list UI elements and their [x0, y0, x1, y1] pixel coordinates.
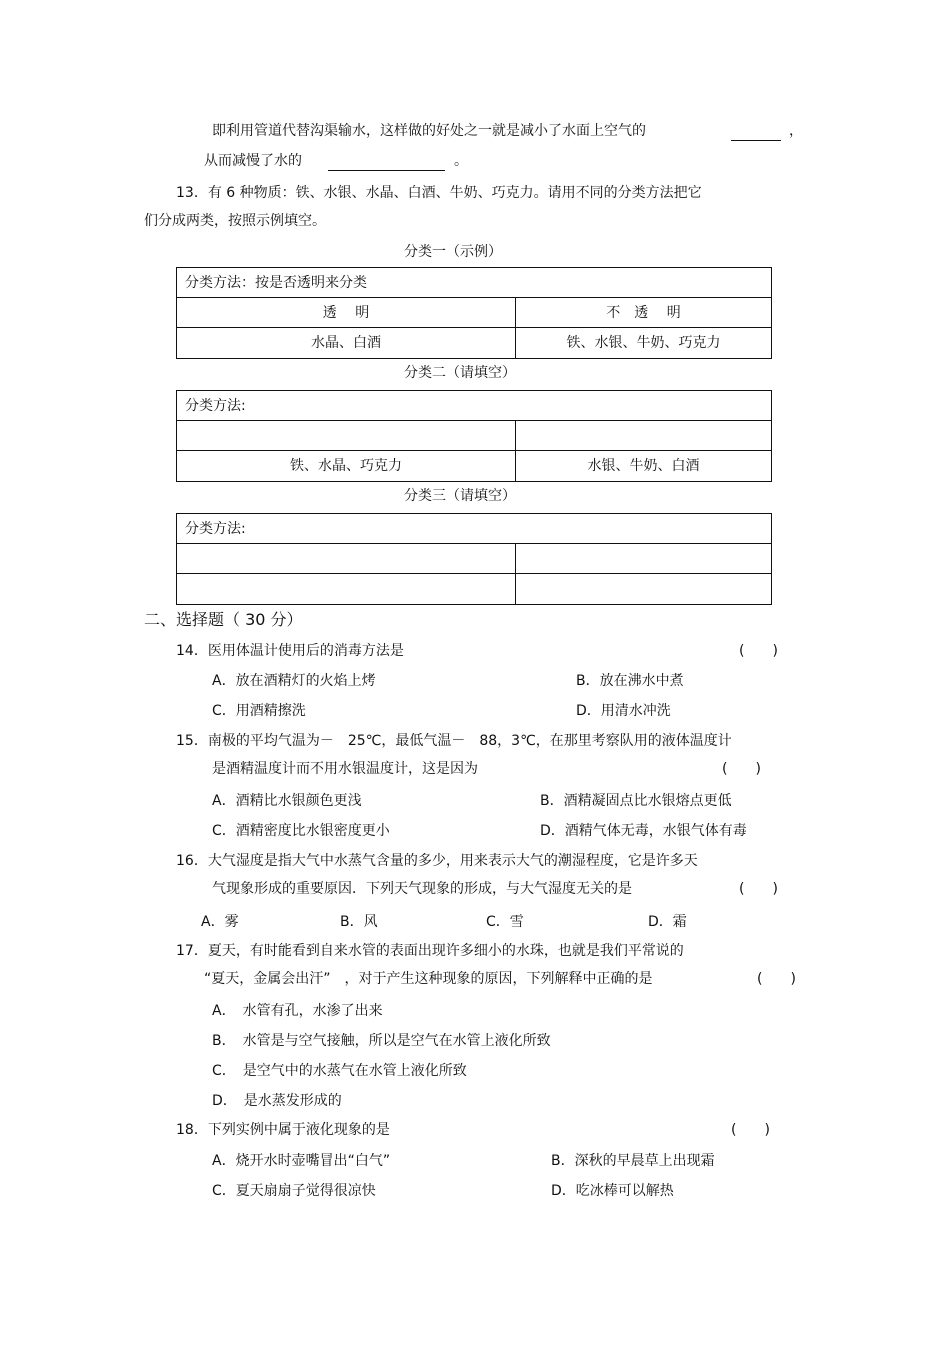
q16-option-b[interactable]: B．风: [340, 914, 378, 930]
q18-answer-paren[interactable]: ( ): [731, 1122, 770, 1138]
table2-row-right: 水银、牛奶、白酒: [515, 450, 772, 482]
table3-head-left[interactable]: [176, 543, 516, 574]
table2-head-left[interactable]: [176, 420, 516, 451]
table3-row-right[interactable]: [515, 573, 772, 605]
q17-stem-line2: “夏天，金属会出汗” ，对于产生这种现象的原因，下列解释中正确的是: [204, 971, 653, 987]
q15-answer-paren[interactable]: ( ): [722, 761, 761, 777]
q16-option-c[interactable]: C．雪: [486, 914, 524, 930]
table2: [176, 390, 772, 482]
table1-head-left: 透 明: [176, 297, 516, 328]
section-title: 二、选择题（ 30 分）: [144, 610, 303, 629]
q14-stem: 14．医用体温计使用后的消毒方法是: [176, 643, 404, 659]
q18-option-b[interactable]: B．深秋的早晨草上出现霜: [551, 1153, 715, 1169]
table3: [176, 513, 772, 605]
q18-option-c[interactable]: C．夏天扇扇子觉得很凉快: [212, 1183, 376, 1199]
q17-option-d[interactable]: D． 是水蒸发形成的: [212, 1093, 342, 1109]
q13-stem-line2: 们分成两类，按照示例填空。: [144, 213, 326, 229]
table1: [176, 267, 772, 359]
q15-option-a[interactable]: A．酒精比水银颜色更浅: [212, 793, 362, 809]
q12-blank-1[interactable]: [731, 140, 781, 141]
q12-line1-end: ，: [789, 123, 803, 139]
table3-row-left[interactable]: [176, 573, 516, 605]
q18-option-d[interactable]: D．吃冰棒可以解热: [551, 1183, 674, 1199]
table2-head-right[interactable]: [515, 420, 772, 451]
q14-option-a[interactable]: A．放在酒精灯的火焰上烤: [212, 673, 376, 689]
q12-line1: 即利用管道代替沟渠输水，这样做的好处之一就是减小了水面上空气的: [212, 123, 646, 139]
table1-head-right: 不 透 明: [515, 297, 772, 328]
q14-option-d[interactable]: D．用清水冲洗: [576, 703, 671, 719]
q16-option-a[interactable]: A．雾: [201, 914, 239, 930]
q12-line2: 从而减慢了水的: [204, 153, 302, 169]
q18-option-a[interactable]: A．烧开水时壶嘴冒出“白气”: [212, 1153, 391, 1169]
table1-caption: 分类一（示例）: [404, 244, 502, 260]
q12-line2-end: 。: [454, 153, 468, 169]
q16-answer-paren[interactable]: ( ): [739, 881, 778, 897]
q16-stem-line1: 16．大气湿度是指大气中水蒸气含量的多少，用来表示大气的潮湿程度，它是许多天: [176, 853, 698, 869]
q14-option-c[interactable]: C．用酒精擦洗: [212, 703, 306, 719]
q15-stem-line1: 15．南极的平均气温为－ 25℃，最低气温－ 88，3℃，在那里考察队用的液体温度计: [176, 733, 732, 749]
table1-row-left: 水晶、白酒: [176, 327, 516, 359]
q16-option-d[interactable]: D．霜: [648, 914, 687, 930]
q17-stem-line1: 17．夏天，有时能看到自来水管的表面出现许多细小的水珠，也就是我们平常说的: [176, 943, 684, 959]
q16-stem-line2: 气现象形成的重要原因．下列天气现象的形成，与大气湿度无关的是: [212, 881, 632, 897]
q17-answer-paren[interactable]: ( ): [757, 971, 796, 987]
q15-option-d[interactable]: D．酒精气体无毒，水银气体有毒: [540, 823, 747, 839]
q14-answer-paren[interactable]: ( ): [739, 643, 778, 659]
table3-method[interactable]: 分类方法:: [176, 513, 772, 544]
table2-caption: 分类二（请填空）: [404, 365, 516, 381]
table3-head-right[interactable]: [515, 543, 772, 574]
table1-row-right: 铁、水银、牛奶、巧克力: [515, 327, 772, 359]
table1-method: 分类方法：按是否透明来分类: [176, 267, 772, 298]
q17-option-c[interactable]: C． 是空气中的水蒸气在水管上液化所致: [212, 1063, 467, 1079]
q18-stem: 18．下列实例中属于液化现象的是: [176, 1122, 390, 1138]
table2-row-left: 铁、水晶、巧克力: [176, 450, 516, 482]
q13-stem-line1: 13．有 6 种物质：铁、水银、水晶、白酒、牛奶、巧克力。请用不同的分类方法把它: [176, 185, 702, 201]
table3-caption: 分类三（请填空）: [404, 488, 516, 504]
q15-option-c[interactable]: C．酒精密度比水银密度更小: [212, 823, 390, 839]
q12-blank-2[interactable]: [328, 170, 445, 171]
table2-method[interactable]: 分类方法:: [176, 390, 772, 421]
q14-option-b[interactable]: B．放在沸水中煮: [576, 673, 684, 689]
q17-option-a[interactable]: A． 水管有孔，水渗了出来: [212, 1003, 383, 1019]
q15-option-b[interactable]: B．酒精凝固点比水银熔点更低: [540, 793, 732, 809]
q17-option-b[interactable]: B． 水管是与空气接触，所以是空气在水管上液化所致: [212, 1033, 551, 1049]
q15-stem-line2: 是酒精温度计而不用水银温度计，这是因为: [212, 761, 478, 777]
